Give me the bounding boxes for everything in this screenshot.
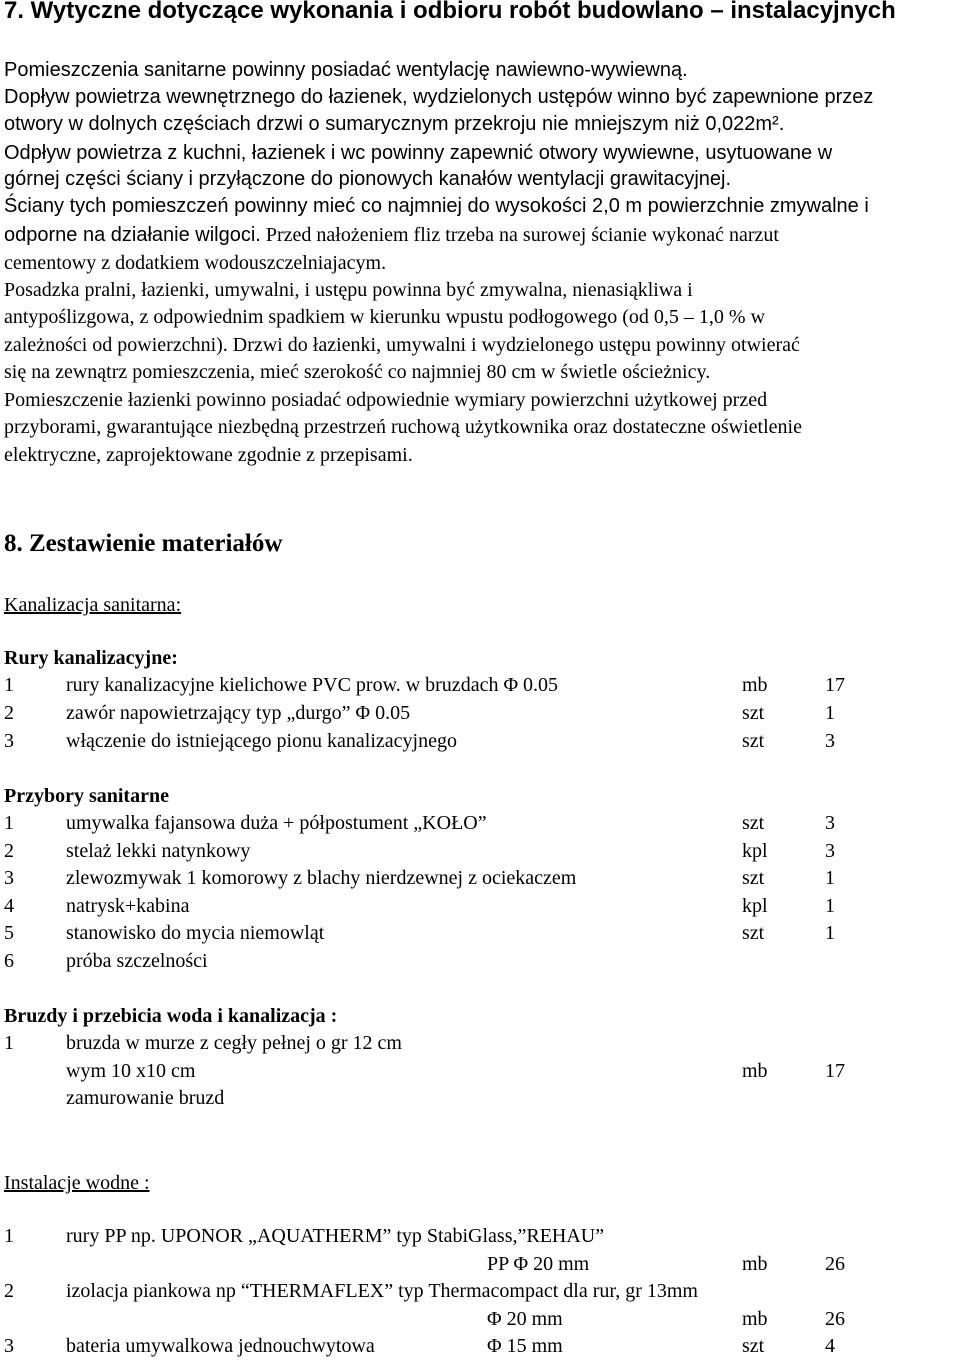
row-unit: szt: [742, 702, 765, 724]
row-unit: mb: [742, 1060, 768, 1082]
text-line: Dopływ powietrza wewnętrznego do łazienek, wydzielonych ustępów winno być zapewnione przez: [4, 86, 874, 108]
row-number: 1: [4, 1225, 14, 1247]
row-number: 6: [4, 950, 14, 972]
text-line: otwory w dolnych częściach drzwi o sumarycznym przekroju nie mniejszym niż 0,022m².: [4, 113, 785, 135]
table-row: [0, 1253, 960, 1281]
row-number: 3: [4, 867, 14, 889]
table-row: [0, 1032, 960, 1060]
table-row: [0, 1087, 960, 1115]
row-name: bateria umywalkowa jednouchwytowa: [66, 1335, 375, 1357]
table-row: [0, 950, 960, 978]
row-qty: 26: [825, 1253, 845, 1275]
row-qty: 3: [825, 812, 835, 834]
table-row: [0, 1308, 960, 1336]
row-number: 2: [4, 702, 14, 724]
row-unit: szt: [742, 812, 765, 834]
text-line: elektryczne, zaprojektowane zgodnie z przepisami.: [4, 444, 413, 466]
text-line: górnej części ściany i przyłączone do pionowych kanałów wentylacji grawitacyjnej.: [4, 168, 732, 190]
text-line: Odpływ powietrza z kuchni, łazienek i wc powinny zapewnić otwory wywiewne, usytuowane w: [4, 142, 833, 164]
row-name: umywalka fajansowa duża + półpostument „KOŁO”: [66, 812, 487, 834]
row-name: izolacja piankowa np “THERMAFLEX” typ Thermacompact dla rur, gr 13mm: [66, 1280, 698, 1302]
kanalizacja-title: Kanalizacja sanitarna:: [4, 594, 182, 616]
table-row: [0, 895, 960, 923]
row-qty: 26: [825, 1308, 845, 1330]
text-line: Posadzka pralni, łazienki, umywalni, i ustępu powinna być zmywalna, nienasiąkliwa i: [4, 279, 693, 301]
row-name: rury PP np. UPONOR „AQUATHERM” typ StabiGlass,”REHAU”: [66, 1225, 605, 1247]
table-row: [0, 1335, 960, 1363]
text-fragment: Przed nałożeniem fliz trzeba na surowej ścianie wykonać narzut: [260, 224, 779, 246]
row-qty: 4: [825, 1335, 835, 1357]
row-name: wym 10 x10 cm: [66, 1060, 196, 1082]
text-fragment: odporne na działanie wilgoci.: [4, 224, 261, 246]
row-qty: 1: [825, 922, 835, 944]
wodne-title: Instalacje wodne :: [4, 1172, 150, 1194]
section-7-heading: 7. Wytyczne dotyczące wykonania i odbioru robót budowlano – instalacyjnych: [4, 0, 896, 24]
row-unit: szt: [742, 730, 765, 752]
text-line: cementowy z dodatkiem wodouszczelniajacym.: [4, 252, 387, 274]
text-line: Pomieszczenie łazienki powinno posiadać odpowiednie wymiary powierzchni użytkowej przed: [4, 389, 768, 411]
text-line: zależności od powierzchni). Drzwi do łazienki, umywalni i wydzielonego ustępu powinny otwierać: [4, 334, 800, 356]
row-name: stanowisko do mycia niemowląt: [66, 922, 325, 944]
przybory-title: Przybory sanitarne: [4, 785, 169, 807]
row-qty: 17: [825, 1060, 845, 1082]
row-unit: szt: [742, 867, 765, 889]
row-number: 2: [4, 840, 14, 862]
row-number: 1: [4, 812, 14, 834]
row-unit: mb: [742, 1253, 768, 1275]
row-name: zlewozmywak 1 komorowy z blachy nierdzewnej z ociekaczem: [66, 867, 577, 889]
bruzdy-title: Bruzdy i przebicia woda i kanalizacja :: [4, 1005, 338, 1027]
row-name: rury kanalizacyjne kielichowe PVC prow. w bruzdach Φ 0.05: [66, 674, 559, 696]
row-unit: mb: [742, 674, 768, 696]
row-name: bruzda w murze z cegły pełnej o gr 12 cm: [66, 1032, 402, 1054]
row-qty: 3: [825, 840, 835, 862]
text-line: Ściany tych pomieszczeń powinny mieć co najmniej do wysokości 2,0 m powierzchnie zmywalne i: [4, 195, 869, 217]
row-name: zamurowanie bruzd: [66, 1087, 225, 1109]
text-line-combined: [4, 222, 779, 250]
table-row: [0, 840, 960, 868]
section-8-heading: 8. Zestawienie materiałów: [4, 530, 283, 557]
row-qty: 1: [825, 702, 835, 724]
text-line: Pomieszczenia sanitarne powinny posiadać wentylację nawiewno-wywiewną.: [4, 59, 688, 81]
row-number: 5: [4, 922, 14, 944]
row-qty: 1: [825, 867, 835, 889]
table-row: [0, 1060, 960, 1088]
row-name: stelaż lekki natynkowy: [66, 840, 251, 862]
row-name: włączenie do istniejącego pionu kanalizacyjnego: [66, 730, 457, 752]
row-qty: 17: [825, 674, 845, 696]
text-line: antypoślizgowa, z odpowiednim spadkiem w kierunku wpustu podłogowego (od 0,5 – 1,0 % w: [4, 306, 766, 328]
table-row: [0, 922, 960, 950]
row-number: 3: [4, 1335, 14, 1357]
row-name: natrysk+kabina: [66, 895, 190, 917]
row-number: 2: [4, 1280, 14, 1302]
table-row: [0, 674, 960, 702]
row-unit: szt: [742, 922, 765, 944]
row-unit: kpl: [742, 895, 768, 917]
row-unit: szt: [742, 1335, 765, 1357]
table-row: [0, 702, 960, 730]
row-dimension: Φ 15 mm: [487, 1335, 563, 1357]
rury-title: Rury kanalizacyjne:: [4, 647, 178, 669]
row-qty: 3: [825, 730, 835, 752]
row-name: próba szczelności: [66, 950, 208, 972]
text-line: się na zewnątrz pomieszczenia, mieć szerokość co najmniej 80 cm w świetle ościeżnicy.: [4, 361, 711, 383]
row-name: PP Φ 20 mm: [487, 1253, 590, 1275]
table-row: [0, 730, 960, 758]
table-row: [0, 1225, 960, 1253]
row-number: 3: [4, 730, 14, 752]
table-row: [0, 812, 960, 840]
row-number: 1: [4, 1032, 14, 1054]
row-name: zawór napowietrzający typ „durgo” Φ 0.05: [66, 702, 411, 724]
row-qty: 1: [825, 895, 835, 917]
row-unit: kpl: [742, 840, 768, 862]
row-number: 1: [4, 674, 14, 696]
table-row: [0, 1280, 960, 1308]
text-line: przyborami, gwarantujące niezbędną przestrzeń ruchową użytkownika oraz dostateczne oświetlenie: [4, 416, 802, 438]
row-number: 4: [4, 895, 14, 917]
row-name: Φ 20 mm: [487, 1308, 563, 1330]
row-unit: mb: [742, 1308, 768, 1330]
table-row: [0, 867, 960, 895]
